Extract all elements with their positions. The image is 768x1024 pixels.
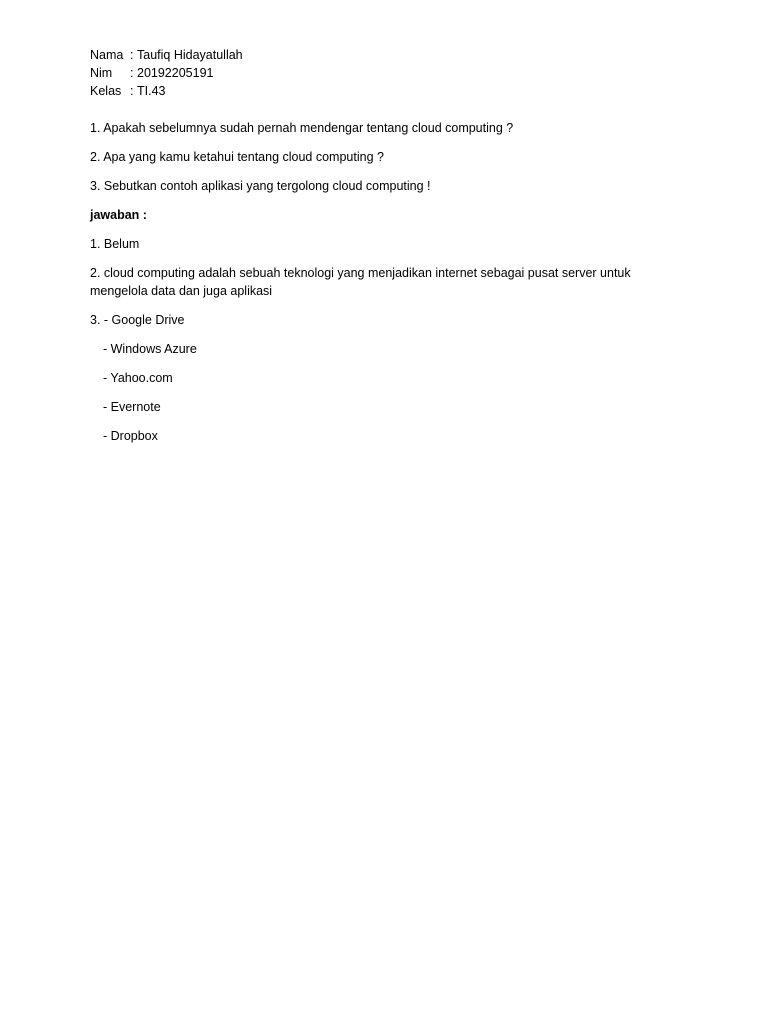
info-row-nama	[90, 46, 690, 64]
info-value: 20192205191	[137, 66, 214, 80]
info-separator: :	[130, 84, 134, 98]
info-label: Kelas	[90, 84, 122, 98]
info-row-kelas	[90, 82, 690, 100]
document-page	[90, 46, 690, 456]
list-item: 3. - Google Drive	[90, 313, 185, 327]
list-item: - Dropbox	[103, 429, 158, 443]
answer-item: 2. cloud computing adalah sebuah teknologi yang menjadikan internet sebagai pusat server untuk mengelola data dan juga aplikasi	[90, 266, 631, 298]
question-list	[90, 119, 690, 195]
student-info	[90, 46, 690, 100]
info-row-nim	[90, 64, 690, 82]
info-value: Taufiq Hidayatullah	[137, 48, 243, 62]
info-separator: :	[130, 66, 134, 80]
app-examples-list	[90, 311, 690, 445]
list-item: - Yahoo.com	[103, 371, 173, 385]
list-item: - Evernote	[103, 400, 161, 414]
info-label: Nim	[90, 66, 113, 80]
info-value: TI.43	[137, 84, 166, 98]
info-separator: :	[130, 48, 134, 62]
list-item: - Windows Azure	[103, 342, 197, 356]
answer-item: 1. Belum	[90, 237, 140, 251]
answer-list	[90, 235, 690, 445]
info-label: Nama	[90, 48, 124, 62]
question-item: 3. Sebutkan contoh aplikasi yang tergolong cloud computing !	[90, 179, 431, 193]
question-item: 2. Apa yang kamu ketahui tentang cloud computing ?	[90, 150, 384, 164]
question-item: 1. Apakah sebelumnya sudah pernah mendengar tentang cloud computing ?	[90, 121, 514, 135]
answers-heading: jawaban :	[90, 208, 147, 222]
